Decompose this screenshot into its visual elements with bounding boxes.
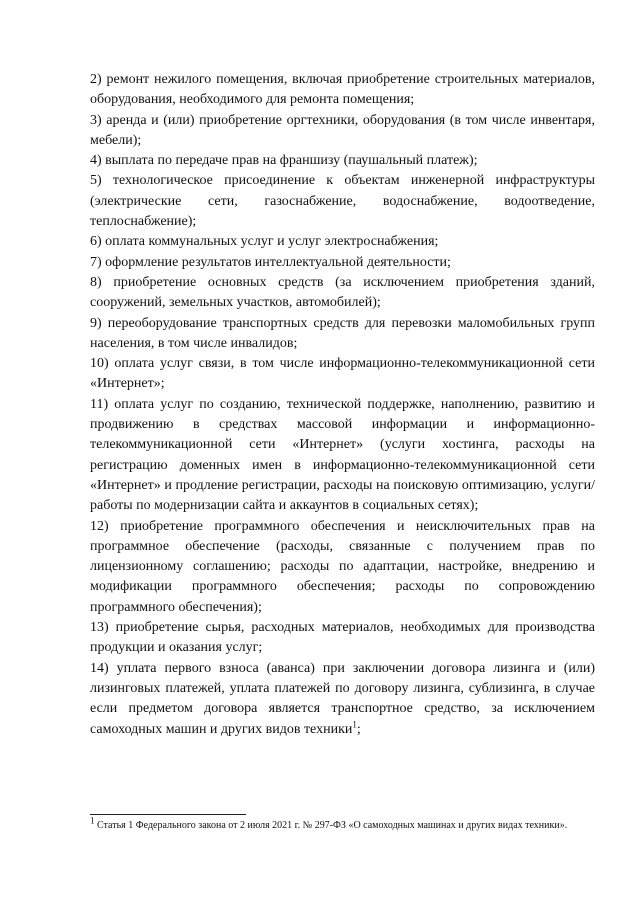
list-item-11: 11) оплата услуг по созданию, технической поддержке, наполнению, развитию и продвижению в средствах массовой информации и информационно-телекоммуникационной сети «Интернет» (услуги хостинга, расходы на регистрацию доменных имен в информационно-телекоммуникационной сети «Интернет» и продление регистрации, расходы на поисковую оптимизацию, услуги/работы по модернизации сайта и аккаунтов в социальных сетях);: [90, 396, 595, 514]
list-item-7: 7) оформление результатов интеллектуальной деятельности;: [90, 254, 451, 270]
list-item-10: 10) оплата услуг связи, в том числе информационно-телекоммуникационной сети «Интернет»;: [90, 356, 595, 392]
document-body: [90, 70, 595, 740]
list-item-2: 2) ремонт нежилого помещения, включая приобретение строительных материалов, оборудования, необходимого для ремонта помещения;: [90, 72, 595, 108]
footnote-reference[interactable]: 1: [352, 718, 357, 729]
list-item-12: 12) приобретение программного обеспечения и неисключительных прав на программное обеспечение (расходы, связанные с получением прав по лицензионному соглашению; расходы по адаптации, настройке, внедрению и модификации программного обеспечения; расходы по сопровождению программного обеспечения);: [90, 518, 595, 615]
footnote-separator: [90, 814, 246, 815]
footnote-text: Статья 1 Федерального закона от 2 июля 2021 г. № 297-ФЗ «О самоходных машинах и других видах техники».: [94, 820, 568, 831]
list-item-9: 9) переоборудование транспортных средств для перевозки маломобильных групп населения, в том числе инвалидов;: [90, 315, 595, 351]
list-item-8: 8) приобретение основных средств (за исключением приобретения зданий, сооружений, земельных участков, автомобилей);: [90, 274, 595, 311]
list-item-5: 5) технологическое присоединение к объектам инженерной инфраструктуры (электрические сети, газоснабжение, водоснабжение, водоотведение, теплоснабжение);: [90, 173, 595, 230]
footnote-marker: 1: [90, 815, 95, 826]
list-item-14: [90, 659, 595, 740]
list-item-6: 6) оплата коммунальных услуг и услуг электроснабжения;: [90, 234, 439, 250]
list-item-4: 4) выплата по передаче прав на франшизу (паушальный платеж);: [90, 153, 478, 169]
list-item-14-text: 14) уплата первого взноса (аванса) при заключении договора лизинга и (или) лизинговых платежей, уплата платежей по договору лизинга, сублизинга, в случае если предметом договора является транспортное средство, за исключением самоходных машин и других видов техники: [90, 660, 595, 737]
list-item-3: 3) аренда и (или) приобретение оргтехники, оборудования (в том числе инвентаря, мебели);: [90, 112, 595, 148]
list-item-14-end: ;: [356, 721, 361, 737]
footnote: [90, 815, 595, 832]
list-item-13: 13) приобретение сырья, расходных материалов, необходимых для производства продукции и оказания услуг;: [90, 620, 595, 656]
